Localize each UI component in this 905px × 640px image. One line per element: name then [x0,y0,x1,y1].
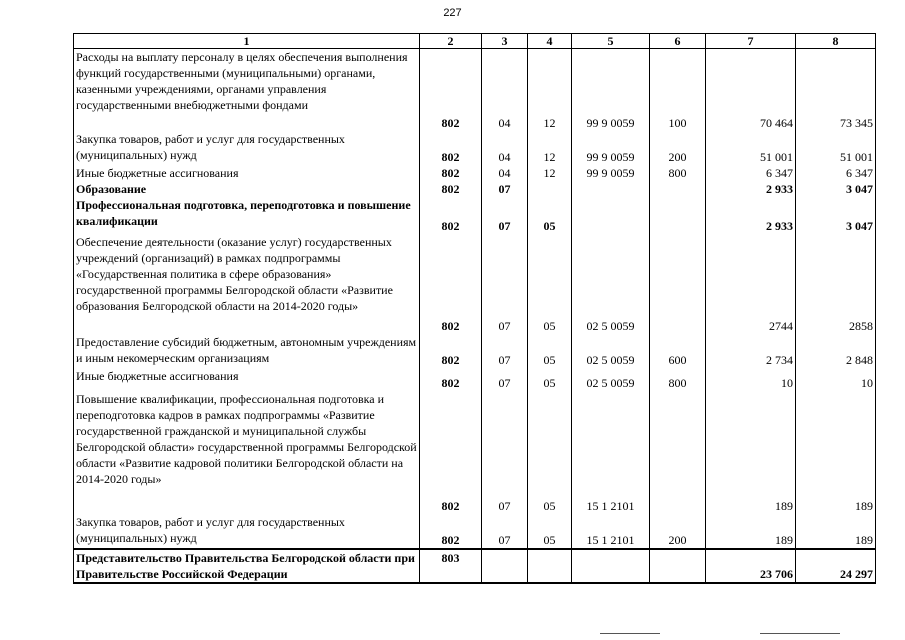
cell-subsection [528,549,572,583]
cell-section: 07 [482,368,528,391]
cell-section: 04 [482,131,528,165]
table-row [74,49,876,131]
cell-amount-year1: 2 734 [706,334,796,368]
cell-amount-year2: 2 848 [796,334,876,368]
cell-amount-year2: 189 [796,514,876,549]
table-row [74,514,876,549]
cell-gov-code: 802 [420,181,482,197]
cell-subsection: 05 [528,391,572,514]
cell-expense-type: 100 [650,49,706,131]
cell-target-article [572,197,650,234]
cell-amount-year1: 2744 [706,234,796,334]
cell-gov-code: 802 [420,334,482,368]
cell-amount-year2: 24 297 [796,549,876,583]
cell-expense-type: 800 [650,368,706,391]
cell-gov-code: 802 [420,131,482,165]
cell-amount-year1: 189 [706,514,796,549]
cell-subsection: 05 [528,368,572,391]
col-header-2: 2 [420,34,482,49]
cell-expense-type: 200 [650,514,706,549]
row-description: Расходы на выплату персоналу в целях обеспечения выполнения функций государственными (муниципальными) органами, казенными учреждениями, органами управления государственными внебюджетными фондами [74,49,420,131]
cell-expense-type: 200 [650,131,706,165]
cell-section: 07 [482,181,528,197]
table-row [74,368,876,391]
cell-amount-year1: 2 933 [706,197,796,234]
scan-artifact-line [600,633,660,634]
cell-amount-year1: 6 347 [706,165,796,181]
cell-amount-year2: 51 001 [796,131,876,165]
cell-amount-year2: 73 345 [796,49,876,131]
cell-gov-code: 802 [420,165,482,181]
cell-expense-type [650,181,706,197]
cell-target-article [572,549,650,583]
cell-amount-year1: 189 [706,391,796,514]
row-description: Иные бюджетные ассигнования [74,165,420,181]
cell-expense-type [650,197,706,234]
row-description: Повышение квалификации, профессиональная подготовка и переподготовка кадров в рамках подпрограммы «Развитие государственной гражданской и муниципальной службы Белгородской области» государственной программы Белгородской области «Развитие кадровой политики Белгородской области на 2014-2020 годы» [74,391,420,514]
cell-section: 07 [482,197,528,234]
cell-amount-year1: 70 464 [706,49,796,131]
cell-section: 07 [482,234,528,334]
row-description: Представительство Правительства Белгородской области при Правительстве Российской Федерации [74,549,420,583]
cell-subsection: 12 [528,49,572,131]
col-header-4: 4 [528,34,572,49]
cell-section: 07 [482,514,528,549]
cell-expense-type [650,549,706,583]
table-row-total [74,549,876,583]
cell-expense-type: 800 [650,165,706,181]
cell-gov-code: 802 [420,197,482,234]
col-header-3: 3 [482,34,528,49]
cell-section [482,549,528,583]
row-description: Профессиональная подготовка, переподготовка и повышение квалификации [74,197,420,234]
page-number: 227 [443,7,462,19]
cell-target-article: 02 5 0059 [572,234,650,334]
cell-amount-year2: 3 047 [796,197,876,234]
cell-target-article: 02 5 0059 [572,334,650,368]
row-description: Обеспечение деятельности (оказание услуг) государственных учреждений (организаций) в рамках подпрограммы «Государственная политика в сфере образования» государственной программы Белгородской области «Развитие образования Белгородской области на 2014-2020 годы» [74,234,420,334]
col-header-8: 8 [796,34,876,49]
col-header-6: 6 [650,34,706,49]
cell-expense-type: 600 [650,334,706,368]
cell-amount-year1: 2 933 [706,181,796,197]
cell-subsection: 12 [528,131,572,165]
table-row [74,391,876,514]
scan-artifact-line [760,633,840,634]
cell-target-article: 99 9 0059 [572,165,650,181]
cell-target-article: 99 9 0059 [572,131,650,165]
cell-gov-code: 803 [420,549,482,583]
cell-amount-year2: 2858 [796,234,876,334]
cell-amount-year1: 10 [706,368,796,391]
header-row [74,34,876,49]
table-row [74,165,876,181]
row-description: Образование [74,181,420,197]
cell-expense-type [650,234,706,334]
col-header-7: 7 [706,34,796,49]
cell-section: 04 [482,165,528,181]
cell-subsection: 05 [528,334,572,368]
cell-amount-year2: 10 [796,368,876,391]
cell-section: 07 [482,391,528,514]
row-description: Иные бюджетные ассигнования [74,368,420,391]
cell-target-article: 99 9 0059 [572,49,650,131]
row-description: Закупка товаров, работ и услуг для государственных (муниципальных) нужд [74,131,420,165]
cell-gov-code: 802 [420,368,482,391]
table-row [74,234,876,334]
cell-section: 04 [482,49,528,131]
col-header-1: 1 [74,34,420,49]
cell-target-article: 15 1 2101 [572,391,650,514]
cell-amount-year2: 6 347 [796,165,876,181]
table-row [74,334,876,368]
cell-subsection: 05 [528,197,572,234]
cell-gov-code: 802 [420,391,482,514]
cell-expense-type [650,391,706,514]
budget-table [73,33,876,584]
col-header-5: 5 [572,34,650,49]
cell-amount-year1: 51 001 [706,131,796,165]
cell-subsection: 05 [528,234,572,334]
table-row [74,197,876,234]
cell-subsection: 05 [528,514,572,549]
cell-amount-year2: 3 047 [796,181,876,197]
cell-amount-year2: 189 [796,391,876,514]
cell-section: 07 [482,334,528,368]
cell-gov-code: 802 [420,514,482,549]
table-row [74,181,876,197]
cell-subsection [528,181,572,197]
row-description: Предоставление субсидий бюджетным, автономным учреждениям и иным некомерческим организациям [74,334,420,368]
cell-gov-code: 802 [420,49,482,131]
cell-gov-code: 802 [420,234,482,334]
cell-target-article: 02 5 0059 [572,368,650,391]
cell-amount-year1: 23 706 [706,549,796,583]
cell-subsection: 12 [528,165,572,181]
cell-target-article [572,181,650,197]
table-row [74,131,876,165]
row-description: Закупка товаров, работ и услуг для государственных (муниципальных) нужд [74,514,420,549]
cell-target-article: 15 1 2101 [572,514,650,549]
